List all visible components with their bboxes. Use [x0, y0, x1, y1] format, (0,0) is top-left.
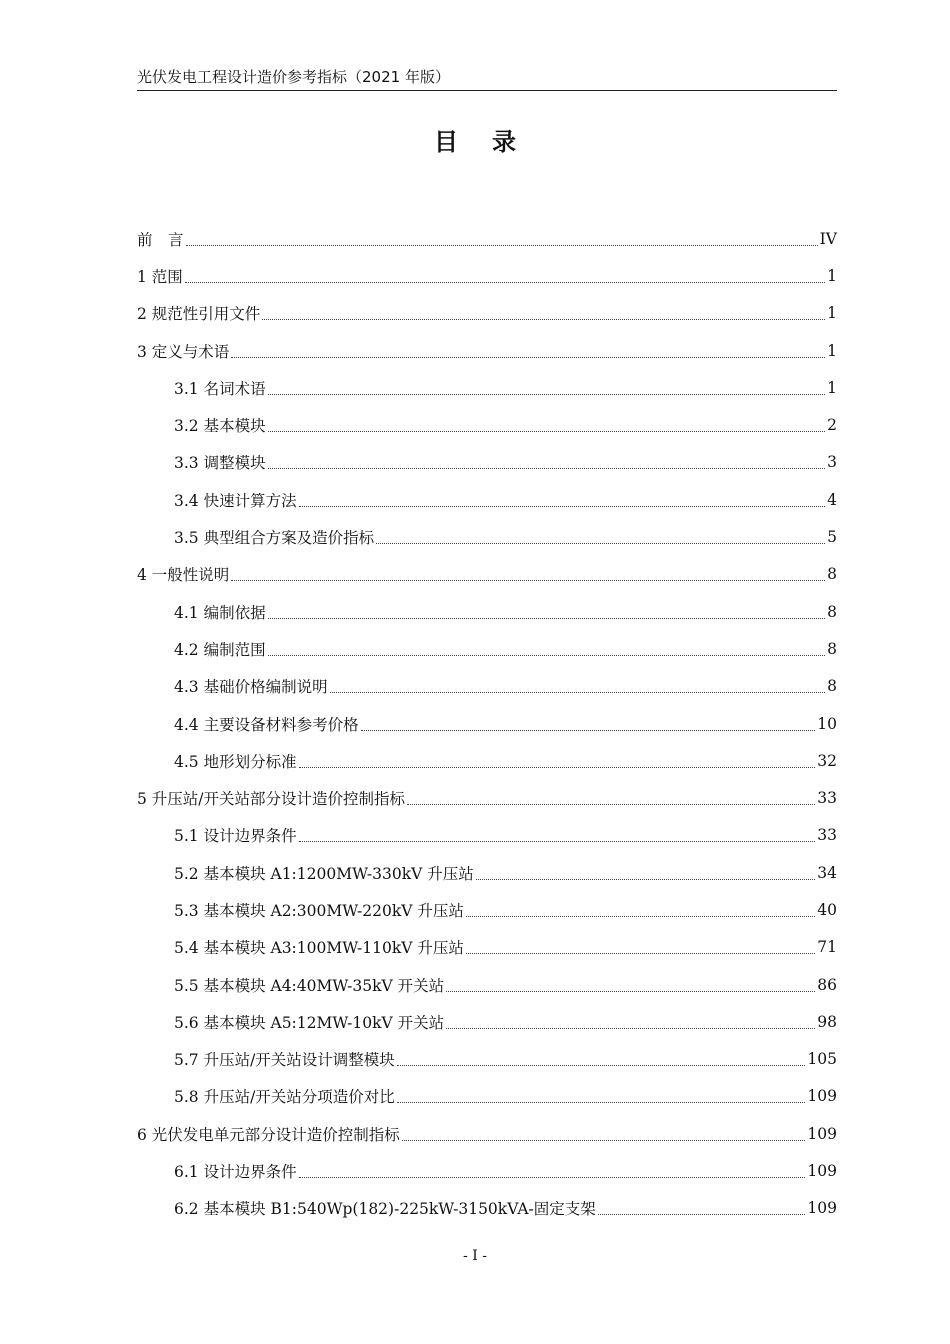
toc-entry[interactable] [137, 332, 837, 369]
toc-leader-dots [361, 729, 816, 731]
toc-entry-page: 3 [827, 453, 837, 472]
page-number: - I - [463, 1248, 487, 1264]
toc-entry-label: 1 范围 [137, 267, 183, 286]
table-of-contents [137, 220, 837, 1227]
toc-leader-dots [268, 467, 826, 469]
toc-entry-label: 5.7 升压站/开关站设计调整模块 [174, 1051, 395, 1070]
toc-entry-page: 33 [817, 789, 837, 808]
toc-entry-page: 105 [807, 1050, 837, 1069]
toc-entry-label: 4.1 编制依据 [174, 603, 266, 622]
toc-entry[interactable] [137, 1078, 837, 1115]
toc-entry-label: 4.3 基础价格编制说明 [174, 678, 328, 697]
toc-entry[interactable] [137, 779, 837, 816]
toc-entry-label: 5.4 基本模块 A3:100MW-110kV 升压站 [174, 939, 464, 958]
toc-entry-page: 1 [827, 304, 837, 323]
toc-entry-page: 1 [827, 341, 837, 360]
toc-entry[interactable] [137, 705, 837, 742]
toc-entry[interactable] [137, 220, 837, 257]
toc-entry-page: 5 [827, 528, 837, 547]
toc-entry-label: 3.3 调整模块 [174, 454, 266, 473]
toc-entry-label: 5.1 设计边界条件 [174, 827, 297, 846]
toc-entry-page: 10 [817, 714, 837, 733]
toc-entry-page: 32 [817, 751, 837, 770]
toc-entry-label: 5.6 基本模块 A5:12MW-10kV 开关站 [174, 1013, 445, 1032]
toc-leader-dots [185, 281, 825, 283]
toc-leader-dots [268, 617, 826, 619]
toc-entry[interactable] [137, 593, 837, 630]
toc-leader-dots [268, 393, 826, 395]
toc-leader-dots [598, 1213, 806, 1215]
toc-entry[interactable] [137, 556, 837, 593]
toc-leader-dots [268, 430, 826, 432]
toc-leader-dots [466, 915, 815, 917]
toc-entry-label: 2 规范性引用文件 [137, 305, 261, 324]
toc-entry-page: 2 [827, 416, 837, 435]
toc-entry-page: 8 [827, 639, 837, 658]
toc-leader-dots [446, 990, 815, 992]
toc-entry-label: 3.4 快速计算方法 [174, 491, 297, 510]
toc-entry[interactable] [137, 668, 837, 705]
toc-entry-label: 4 一般性说明 [137, 566, 230, 585]
page-title: 目录 [434, 128, 550, 156]
toc-entry-label: 5.5 基本模块 A4:40MW-35kV 开关站 [174, 976, 445, 995]
toc-entry-page: 109 [807, 1124, 837, 1143]
toc-entry[interactable] [137, 630, 837, 667]
toc-entry-label: 4.2 编制范围 [174, 640, 266, 659]
toc-entry-page: 8 [827, 565, 837, 584]
toc-entry[interactable] [137, 1190, 837, 1227]
toc-entry-label: 3.5 典型组合方案及造价指标 [174, 529, 375, 548]
toc-entry-label: 5 升压站/开关站部分设计造价控制指标 [137, 790, 406, 809]
toc-entry[interactable] [137, 1041, 837, 1078]
toc-entry-label: 3 定义与术语 [137, 342, 230, 361]
toc-entry-page: 4 [827, 490, 837, 509]
toc-leader-dots [397, 1064, 806, 1066]
toc-entry-label: 6.1 设计边界条件 [174, 1163, 297, 1182]
toc-entry-page: 33 [817, 826, 837, 845]
toc-entry-page: 109 [807, 1087, 837, 1106]
toc-leader-dots [397, 1101, 806, 1103]
toc-entry-label: 6.2 基本模块 B1:540Wp(182)-225kW-3150kVA-固定支架 [174, 1200, 596, 1219]
toc-entry[interactable] [137, 742, 837, 779]
toc-entry-label: 5.3 基本模块 A2:300MW-220kV 升压站 [174, 901, 464, 920]
toc-leader-dots [466, 952, 815, 954]
toc-entry-label: 前 言 [137, 230, 184, 249]
toc-entry-page: 71 [817, 938, 837, 957]
toc-entry-label: 5.2 基本模块 A1:1200MW-330kV 升压站 [174, 864, 474, 883]
toc-entry[interactable] [137, 1003, 837, 1040]
toc-entry-label: 5.8 升压站/开关站分项造价对比 [174, 1088, 395, 1107]
toc-entry-page: 8 [827, 677, 837, 696]
toc-entry[interactable] [137, 406, 837, 443]
toc-entry[interactable] [137, 1152, 837, 1189]
toc-entry-page: 98 [817, 1012, 837, 1031]
toc-entry-label: 6 光伏发电单元部分设计造价控制指标 [137, 1125, 400, 1144]
toc-entry[interactable] [137, 295, 837, 332]
toc-entry[interactable] [137, 966, 837, 1003]
toc-leader-dots [299, 766, 816, 768]
toc-entry[interactable] [137, 369, 837, 406]
toc-entry-page: 34 [817, 863, 837, 882]
toc-entry-label: 4.5 地形划分标准 [174, 752, 297, 771]
running-header-text: 光伏发电工程设计造价参考指标（2021 年版） [137, 68, 450, 86]
toc-entry-label: 3.2 基本模块 [174, 417, 266, 436]
toc-leader-dots [299, 840, 816, 842]
toc-entry-page: 109 [807, 1199, 837, 1218]
toc-entry-page: 1 [827, 378, 837, 397]
toc-leader-dots [268, 654, 826, 656]
toc-leader-dots [231, 579, 825, 581]
toc-entry[interactable] [137, 854, 837, 891]
toc-entry-page: 1 [827, 266, 837, 285]
toc-leader-dots [299, 1176, 806, 1178]
toc-entry-page: 86 [817, 975, 837, 994]
toc-entry[interactable] [137, 444, 837, 481]
toc-entry-page: 109 [807, 1162, 837, 1181]
toc-entry-page: 40 [817, 900, 837, 919]
toc-leader-dots [407, 803, 815, 805]
toc-entry[interactable] [137, 891, 837, 928]
toc-leader-dots [476, 878, 816, 880]
toc-leader-dots [262, 318, 825, 320]
toc-entry[interactable] [137, 929, 837, 966]
toc-entry-label: 3.1 名词术语 [174, 379, 266, 398]
toc-leader-dots [402, 1139, 806, 1141]
toc-leader-dots [376, 542, 825, 544]
toc-entry[interactable] [137, 257, 837, 294]
toc-leader-dots [330, 691, 826, 693]
running-header [137, 66, 837, 91]
toc-leader-dots [299, 505, 826, 507]
toc-entry[interactable] [137, 1115, 837, 1152]
toc-leader-dots [446, 1027, 815, 1029]
toc-entry-page: 8 [827, 602, 837, 621]
toc-entry[interactable] [137, 817, 837, 854]
toc-leader-dots [186, 244, 818, 246]
toc-entry[interactable] [137, 518, 837, 555]
toc-entry-page: IV [819, 229, 837, 248]
toc-entry[interactable] [137, 481, 837, 518]
toc-entry-label: 4.4 主要设备材料参考价格 [174, 715, 359, 734]
toc-leader-dots [231, 356, 825, 358]
